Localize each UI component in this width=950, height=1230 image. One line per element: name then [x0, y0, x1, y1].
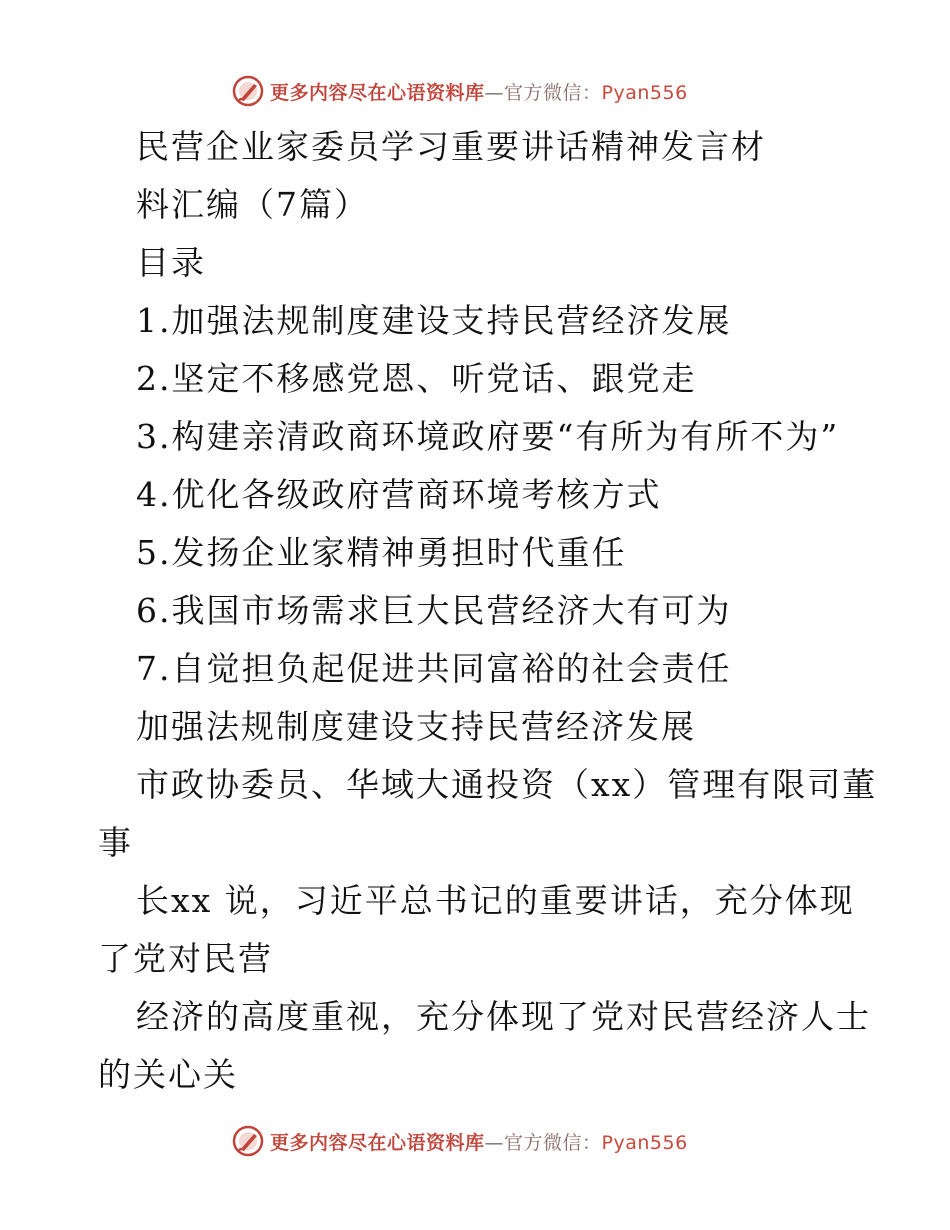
- watermark-wechat-label: 官方微信：: [504, 1131, 602, 1154]
- watermark-wechat-id: Pyan556: [601, 1131, 688, 1154]
- watermark-text: [270, 78, 688, 105]
- footer-watermark: [232, 1124, 688, 1158]
- toc-item: 5.发扬企业家精神勇担时代重任: [136, 533, 627, 572]
- watermark-separator: —: [484, 1131, 505, 1154]
- toc-item: 7.自觉担负起促进共同富裕的社会责任: [136, 649, 732, 688]
- body-line: 经济的高度重视，充分体现了党对民营经济人士: [136, 997, 871, 1036]
- document-title-line-1: 民营企业家委员学习重要讲话精神发言材: [136, 127, 766, 166]
- document-body: [98, 118, 878, 1104]
- header-watermark: [232, 74, 688, 108]
- body-line: 长xx 说，习近平总书记的重要讲话，充分体现: [136, 881, 855, 920]
- watermark-wechat-id: Pyan556: [601, 81, 688, 104]
- body-line: 了党对民营: [98, 939, 273, 978]
- body-line: 事: [98, 823, 133, 862]
- toc-item: 3.构建亲清政商环境政府要“有所为有所不为”: [136, 417, 840, 456]
- watermark-text: [270, 1128, 688, 1155]
- body-line: 市政协委员、华域大通投资（xx）管理有限司董: [136, 765, 878, 804]
- body-line: 的关心关: [98, 1055, 238, 1094]
- watermark-wechat-label: 官方微信：: [504, 81, 602, 104]
- toc-item: 6.我国市场需求巨大民营经济大有可为: [136, 591, 732, 630]
- toc-item: 2.坚定不移感党恩、听党话、跟党走: [136, 359, 697, 398]
- toc-item: 4.优化各级政府营商环境考核方式: [136, 475, 662, 514]
- toc-heading: 目录: [136, 243, 206, 282]
- watermark-main: 更多内容尽在心语资料库: [270, 1131, 485, 1154]
- watermark-main: 更多内容尽在心语资料库: [270, 81, 485, 104]
- section-heading: 加强法规制度建设支持民营经济发展: [136, 707, 696, 746]
- quill-circle-logo-icon: [232, 1125, 264, 1157]
- toc-item: 1.加强法规制度建设支持民营经济发展: [136, 301, 732, 340]
- watermark-separator: —: [484, 81, 505, 104]
- quill-circle-logo-icon: [232, 75, 264, 107]
- document-title-line-2: 料汇编（7篇）: [136, 185, 369, 224]
